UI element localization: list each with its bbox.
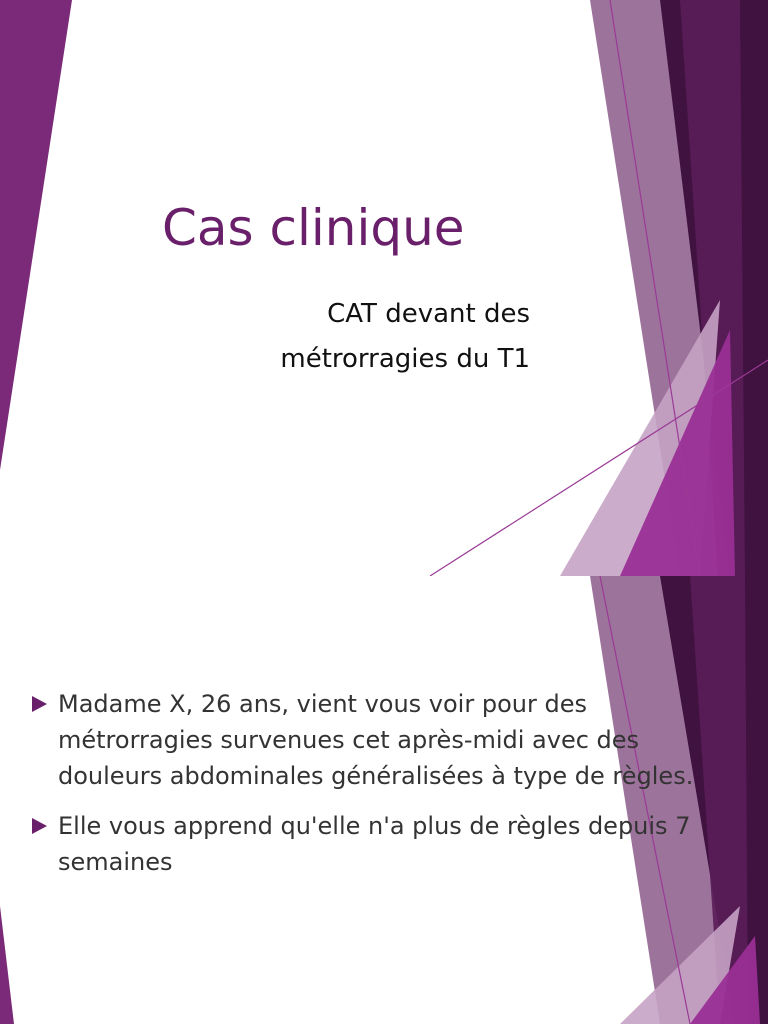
subtitle-line-1: CAT devant des xyxy=(327,299,530,329)
bullet-text: Elle vous apprend qu'elle n'a plus de règles depuis 7 semaines xyxy=(58,812,691,876)
bullet-text: Madame X, 26 ans, vient vous voir pour des métrorragies survenues cet après-midi avec des douleurs abdominales généralisées à type de règles. xyxy=(58,690,694,790)
list-item xyxy=(30,686,740,794)
slide-title: Cas clinique xyxy=(162,199,465,257)
left-ribbon-shape xyxy=(0,0,72,470)
subtitle-line-2: métrorragies du T1 xyxy=(280,344,530,374)
triangle-bullet-icon xyxy=(32,818,47,834)
content-slide xyxy=(0,576,768,1024)
bullet-list xyxy=(30,686,740,894)
list-item xyxy=(30,808,740,880)
slide-subtitle xyxy=(180,292,530,382)
triangle-bullet-icon xyxy=(32,696,47,712)
left-ribbon-shape xyxy=(0,906,14,1024)
